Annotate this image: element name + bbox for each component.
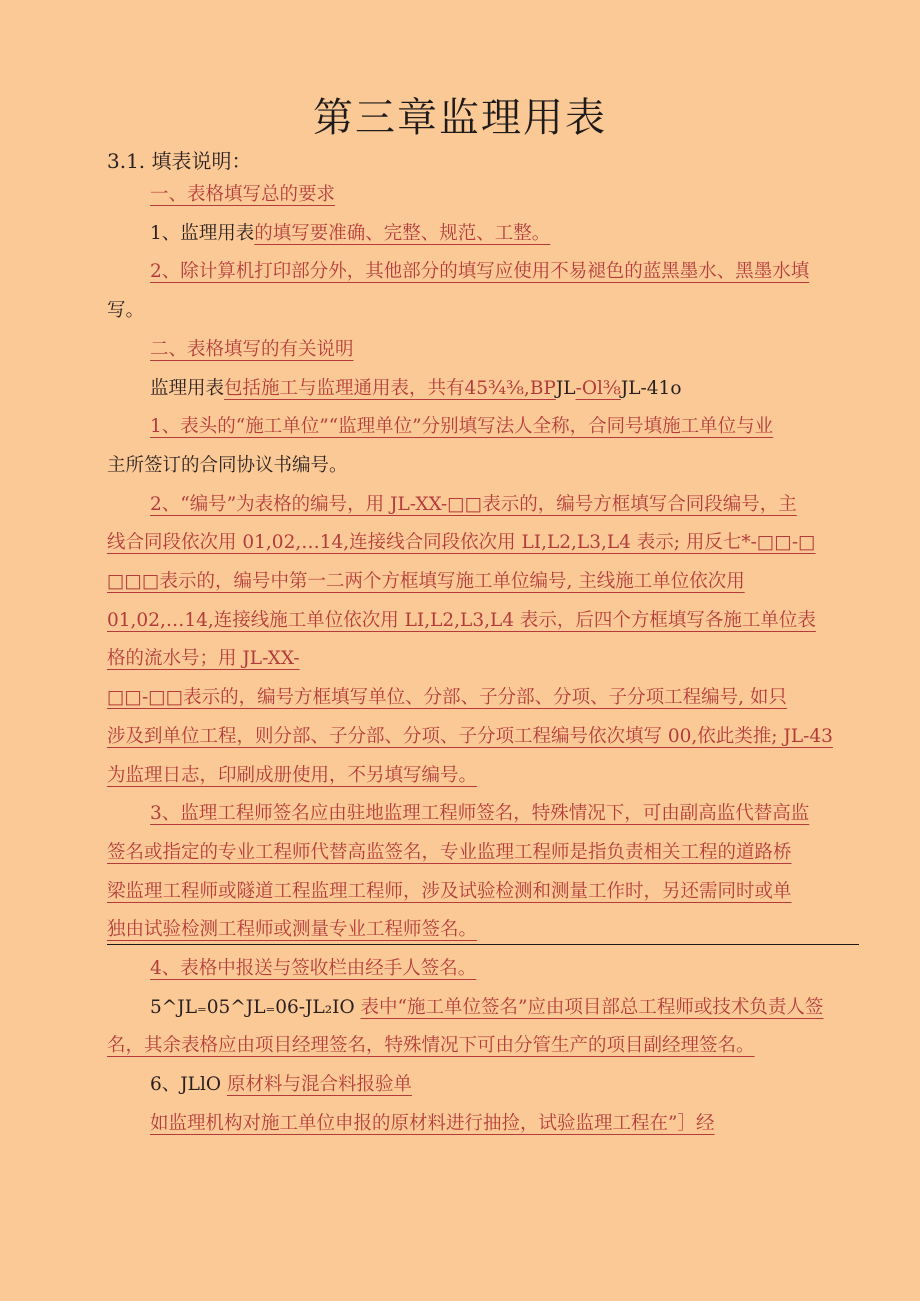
text-line — [107, 873, 857, 912]
text-span: □□□表示的，编号中第一二两个方框填写施工单位编号, 主线施工单位依次用 — [107, 571, 745, 593]
text-line — [107, 602, 857, 641]
text-line — [107, 370, 857, 409]
text-line — [107, 1027, 857, 1066]
text-span: 格的流水号；用 JL-XX- — [107, 648, 300, 670]
text-span: 5^JL₌05^JL₌06-JL₂IO — [150, 996, 361, 1018]
text-line — [107, 486, 857, 525]
text-span: 原材料与混合料报验单 — [226, 1074, 412, 1096]
text-line — [107, 640, 857, 679]
text-span: 如监理机构对施工单位申报的原材料进行抽捡，试验监理工程在”］经 — [150, 1112, 715, 1134]
text-span: 主所签订的合同协议书编号。 — [107, 454, 348, 476]
text-span: 名，其余表格应由项目经理签名，特殊情况下可由分管生产的项目副经理签名。 — [107, 1035, 755, 1057]
text-line — [107, 408, 857, 447]
subheading-notes: 二、表格填写的有关说明 — [150, 338, 354, 360]
text-span: 表中“施工单位签名”应由项目部总工程师或技术负责人签 — [360, 996, 824, 1018]
page-title: 第三章监理用表 — [313, 95, 607, 141]
text-line — [107, 757, 857, 796]
text-line — [107, 331, 857, 370]
text-span: JL — [555, 377, 576, 399]
text-line — [107, 795, 857, 834]
text-span: 6、JLlO — [150, 1074, 227, 1096]
text-span: □□-□□表示的，编号方框填写单位、分部、子分部、分项、子分项工程编号, 如只 — [107, 687, 787, 709]
subheading-general: 一、表格填写总的要求 — [150, 184, 336, 205]
text-span: 2、除计算机打印部分外，其他部分的填写应使用不易褪色的蓝黑墨水、黑墨水填 — [150, 261, 810, 283]
body-text — [107, 176, 857, 1144]
text-span: 1、表头的“施工单位”“监理单位”分别填写法人全称，合同号填施工单位与业 — [150, 416, 774, 438]
text-line — [107, 524, 857, 563]
text-span: 涉及到单位工程，则分部、子分部、分项、子分项工程编号依次填写 00,依此类推; JL-43 — [107, 725, 833, 747]
text-line — [107, 253, 857, 292]
text-span: 写。 — [107, 300, 145, 322]
text-line — [107, 718, 857, 757]
text-span: 的填写要准确、完整、规范、工整。 — [254, 222, 551, 244]
text-line — [107, 215, 857, 254]
text-span: 3、监理工程师签名应由驻地监理工程师签名，特殊情况下，可由副高监代替高监 — [150, 803, 810, 825]
text-span: JL-41o — [620, 377, 682, 399]
text-line — [107, 950, 857, 989]
text-span: 签名或指定的专业工程师代替高监签名，专业监理工程师是指负责相关工程的道路桥 — [107, 841, 792, 863]
text-line — [107, 1066, 857, 1105]
text-span: 监理用表 — [150, 377, 225, 399]
text-span: 独由试验检测工程师或测量专业工程师签名。 — [107, 919, 478, 941]
text-line — [107, 1105, 857, 1144]
text-span: 包括施工与监理通用表，共有 — [224, 377, 465, 399]
text-span: 线合同段依次用 01,02,…14,连接线合同段依次用 LI,L2,L3,L4 表示; 用反七*-□□-□ — [107, 532, 816, 554]
text-span: 45¾⅜,BP — [464, 377, 556, 399]
text-line — [107, 447, 857, 486]
text-span: 2、“编号”为表格的编号，用 JL-XX-□□表示的，编号方框填写合同段编号，主 — [150, 493, 797, 515]
text-line — [107, 989, 857, 1028]
text-span: -Ol⅜ — [575, 377, 621, 399]
text-span: 4、表格中报送与签收栏由经手人签名。 — [150, 958, 477, 980]
text-span: 01,02,…14,连接线施工单位依次用 LI,L2,L3,L4 表示，后四个方框填写各施工单位表 — [107, 609, 816, 631]
text-span: 梁监理工程师或隧道工程监理工程师，涉及试验检测和测量工作时，另还需同时或单 — [107, 880, 792, 902]
horizontal-rule — [107, 944, 859, 945]
text-line — [107, 679, 857, 718]
text-line — [107, 176, 857, 215]
text-span: 1、监理用表 — [150, 222, 255, 244]
text-line — [107, 292, 857, 331]
text-span: 为监理日志，印刷成册使用，不另填写编号。 — [107, 764, 478, 786]
text-line — [107, 834, 857, 873]
text-line — [107, 563, 857, 602]
section-heading: 3.1. 填表说明： — [107, 149, 252, 173]
